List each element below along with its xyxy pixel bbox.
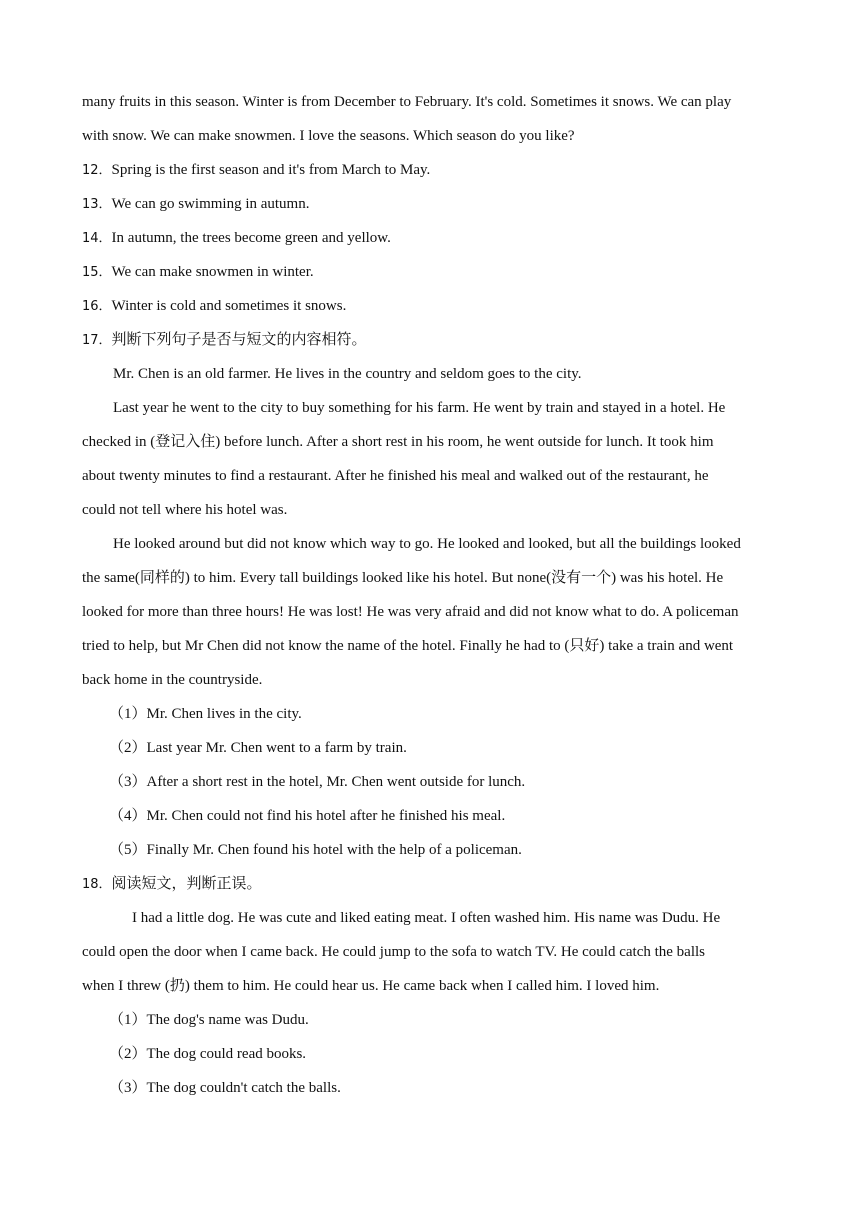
sub-question-number: （1） <box>109 1012 147 1028</box>
passage-line: many fruits in this season. Winter is from December to February. It's cold. Sometimes it snows. We can play <box>82 94 732 110</box>
question-number: 14． <box>82 231 112 246</box>
sub-question <box>82 1003 782 1037</box>
sub-question <box>82 765 782 799</box>
document-page <box>82 85 782 1105</box>
question-number: 17． <box>82 333 112 348</box>
passage-line: when I threw (扔) them to him. He could hear us. He came back when I called him. I loved him. <box>82 978 660 994</box>
passage-line: could open the door when I came back. He could jump to the sofa to watch TV. He could catch the balls <box>82 944 706 960</box>
sub-question-number: （1） <box>109 706 147 722</box>
sub-question-text: Finally Mr. Chen found his hotel with the help of a policeman. <box>146 842 522 858</box>
sub-question-number: （2） <box>109 740 147 756</box>
passage-line: the same(同样的) to him. Every tall buildings looked like his hotel. But none(没有一个) was his hotel. He <box>82 570 724 586</box>
question-number: 15． <box>82 265 112 280</box>
sub-question <box>82 799 782 833</box>
passage-line: could not tell where his hotel was. <box>82 502 288 518</box>
question-number: 12． <box>82 163 112 178</box>
statement-text: We can make snowmen in winter. <box>111 264 314 280</box>
passage-line: He looked around but did not know which way to go. He looked and looked, but all the buildings looked <box>113 536 741 552</box>
passage-line: tried to help, but Mr Chen did not know the name of the hotel. Finally he had to (只好) take a train and went <box>82 638 734 654</box>
question-number: 16． <box>82 299 112 314</box>
sub-question <box>82 731 782 765</box>
sub-question <box>82 1037 782 1071</box>
sub-question-text: The dog could read books. <box>146 1046 307 1062</box>
sub-question <box>82 833 782 867</box>
sub-question-number: （5） <box>109 842 147 858</box>
sub-question-text: Mr. Chen could not find his hotel after he finished his meal. <box>146 808 506 824</box>
statement-14 <box>82 221 782 255</box>
sub-question <box>82 697 782 731</box>
question-instruction: 阅读短文，判断正误。 <box>111 876 262 892</box>
sub-question-number: （2） <box>109 1046 147 1062</box>
passage-line: looked for more than three hours! He was lost! He was very afraid and did not know what to do. A policeman <box>82 604 739 620</box>
question-number: 18． <box>82 877 112 892</box>
statement-text: Winter is cold and sometimes it snows. <box>111 298 347 314</box>
sub-question-text: After a short rest in the hotel, Mr. Chen went outside for lunch. <box>146 774 526 790</box>
sub-question <box>82 1071 782 1105</box>
statement-text: We can go swimming in autumn. <box>111 196 310 212</box>
question-17-heading <box>82 323 782 357</box>
passage-line: Mr. Chen is an old farmer. He lives in the country and seldom goes to the city. <box>113 366 582 382</box>
passage-line: about twenty minutes to find a restaurant. After he finished his meal and walked out of the restaurant, he <box>82 468 709 484</box>
statement-15 <box>82 255 782 289</box>
sub-question-text: The dog couldn't catch the balls. <box>146 1080 341 1096</box>
statement-16 <box>82 289 782 323</box>
sub-question-text: Mr. Chen lives in the city. <box>146 706 302 722</box>
question-18-heading <box>82 867 782 901</box>
passage-line: I had a little dog. He was cute and liked eating meat. I often washed him. His name was Dudu. He <box>132 910 721 926</box>
sub-question-text: Last year Mr. Chen went to a farm by train. <box>146 740 407 756</box>
passage-line: with snow. We can make snowmen. I love the seasons. Which season do you like? <box>82 128 575 144</box>
sub-question-number: （3） <box>109 1080 147 1096</box>
passage-line: Last year he went to the city to buy something for his farm. He went by train and stayed in a hotel. He <box>113 400 726 416</box>
passage-line: checked in (登记入住) before lunch. After a short rest in his room, he went outside for lunch. It took him <box>82 434 714 450</box>
statement-text: Spring is the first season and it's from March to May. <box>111 162 431 178</box>
statement-12 <box>82 153 782 187</box>
sub-question-number: （4） <box>109 808 147 824</box>
question-number: 13． <box>82 197 112 212</box>
sub-question-number: （3） <box>109 774 147 790</box>
question-instruction: 判断下列句子是否与短文的内容相符。 <box>111 332 367 348</box>
statement-text: In autumn, the trees become green and yellow. <box>111 230 391 246</box>
statement-13 <box>82 187 782 221</box>
sub-question-text: The dog's name was Dudu. <box>146 1012 309 1028</box>
passage-line: back home in the countryside. <box>82 672 263 688</box>
